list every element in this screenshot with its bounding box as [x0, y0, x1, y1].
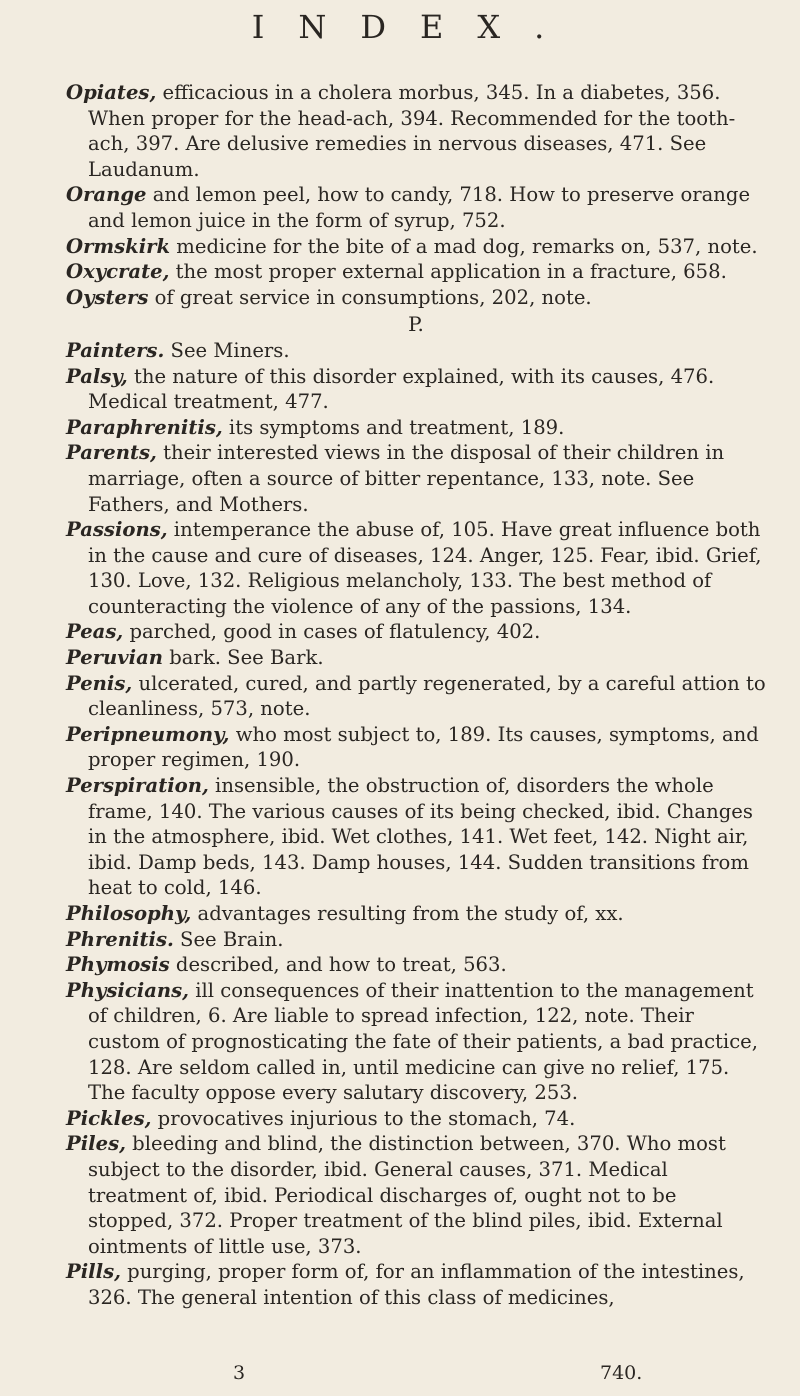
entry-text: purging, proper form of, for an inflammation of the intestines, 326. The general intention of this class of medicines, — [88, 1260, 745, 1309]
entry-headword: Oxycrate, — [66, 260, 170, 284]
entry-text: See Brain. — [173, 927, 284, 951]
entry-text: advantages resulting from the study of, xx. — [191, 902, 624, 925]
entry-headword: Peruvian — [66, 646, 164, 670]
entry-text: bleeding and blind, the distinction between, 370. Who most subject to the disorder, ibid. General causes, 371. Medical treatment of, ibid. Periodical discharges of, ought not to be stopped, 372. Proper treatment of the blind piles, ibid. External ointments of little use, 373. — [88, 1132, 726, 1258]
index-entry — [66, 1131, 766, 1259]
index-entry — [66, 415, 766, 441]
entry-headword: Palsy, — [66, 364, 128, 388]
entry-headword: Peripneumony, — [66, 722, 230, 746]
entry-headword: Philosophy, — [66, 902, 192, 925]
entry-text: their interested views in the disposal of their children in marriage, often a source of bitter repentance, 133, note. See Fathers, and Mothers. — [88, 441, 725, 516]
entry-headword: Opiates, — [66, 81, 157, 104]
index-entry — [66, 80, 766, 182]
entry-headword: Pickles, — [66, 1106, 152, 1130]
entry-headword: Perspiration, — [66, 774, 209, 798]
catchword: 740. — [600, 1362, 643, 1384]
index-entries — [66, 80, 766, 1311]
index-entry — [66, 1259, 766, 1310]
entries-p — [66, 338, 766, 1311]
entry-text: ulcerated, cured, and partly regenerated, by a careful attion to cleanliness, 573, note. — [88, 671, 766, 721]
entry-text: intemperance the abuse of, 105. Have great influence both in the cause and cure of diseases, 124. Anger, 125. Fear, ibid. Grief, 130. Love, 132. Religious melancholy, 133. The best method of counteracting the violence of any of the passions, 134. — [88, 518, 762, 618]
entry-text: described, and how to treat, 563. — [169, 953, 507, 977]
entry-text: efficacious in a cholera morbus, 345. In a diabetes, 356. When proper for the head-ach, 394. Recommended for the tooth-ach, 397. Are delusive remedies in nervous diseases, 471. See Laudanum. — [88, 81, 736, 181]
index-entry — [66, 671, 766, 722]
index-entry — [66, 259, 766, 285]
signature-mark: 3 — [233, 1362, 246, 1384]
entry-headword: Pills, — [66, 1260, 121, 1284]
entry-headword: Passions, — [66, 518, 168, 542]
entry-text: See Miners. — [164, 338, 290, 362]
entry-text: ill consequences of their inattention to the management of children, 6. Are liable to spread infection, 122, note. Their custom of prognosticating the fate of their patients, a bad practice, 128. Are seldom called in, until medicine can give no relief, 175. The faculty oppose every salutary discovery, 253. — [88, 978, 758, 1105]
entry-headword: Paraphrenitis, — [66, 415, 223, 439]
index-entry — [66, 440, 766, 517]
index-entry — [66, 901, 766, 927]
index-entry — [66, 927, 766, 953]
entry-text: bark. See Bark. — [163, 646, 324, 670]
entry-headword: Physicians, — [66, 978, 190, 1002]
entry-text: its symptoms and treatment, 189. — [222, 415, 565, 439]
index-entry — [66, 952, 766, 978]
entry-headword: Phymosis — [66, 953, 170, 977]
entry-headword: Piles, — [66, 1132, 126, 1156]
index-entry — [66, 364, 766, 415]
entry-headword: Parents, — [66, 441, 157, 465]
entry-text: who most subject to, 189. Its causes, symptoms, and proper regimen, 190. — [88, 722, 759, 772]
index-entry — [66, 1106, 766, 1132]
entry-headword: Orange — [66, 183, 147, 207]
index-entry — [66, 722, 766, 773]
entry-headword: Ormskirk — [66, 234, 171, 258]
page-header: INDEX. — [251, 8, 579, 46]
section-letter: P. — [408, 312, 424, 337]
entry-headword: Phrenitis. — [66, 927, 174, 951]
index-entry — [66, 619, 766, 645]
entry-text: medicine for the bite of a mad dog, remarks on, 537, note. — [170, 234, 758, 258]
index-entry — [66, 773, 766, 901]
section-letter-p — [66, 312, 766, 338]
index-entry — [66, 517, 766, 619]
index-entry — [66, 978, 766, 1106]
entry-text: the most proper external application in a fracture, 658. — [169, 260, 727, 284]
entry-headword: Penis, — [66, 671, 133, 695]
index-entry — [66, 234, 766, 260]
entry-text: provocatives injurious to the stomach, 74. — [151, 1106, 576, 1130]
entry-text: of great service in consumptions, 202, note. — [148, 285, 592, 309]
index-entry — [66, 182, 766, 233]
entry-text: and lemon peel, how to candy, 718. How to preserve orange and lemon juice in the form of syrup, 752. — [88, 183, 751, 232]
entry-headword: Oysters — [66, 285, 149, 309]
entries-o — [66, 80, 766, 310]
index-entry — [66, 338, 766, 364]
entry-headword: Peas, — [66, 620, 124, 644]
entry-text: insensible, the obstruction of, disorders the whole frame, 140. The various causes of its being checked, ibid. Changes in the atmosphere, ibid. Wet clothes, 141. Wet feet, 142. Night air, ibid. Damp beds, 143. Damp houses, 144. Sudden transitions from heat to cold, 146. — [88, 774, 753, 900]
entry-text: parched, good in cases of flatulency, 402. — [123, 620, 541, 644]
entry-headword: Painters. — [66, 338, 165, 362]
index-entry — [66, 285, 766, 311]
index-entry — [66, 645, 766, 671]
entry-text: the nature of this disorder explained, with its causes, 476. Medical treatment, 477. — [88, 364, 715, 414]
